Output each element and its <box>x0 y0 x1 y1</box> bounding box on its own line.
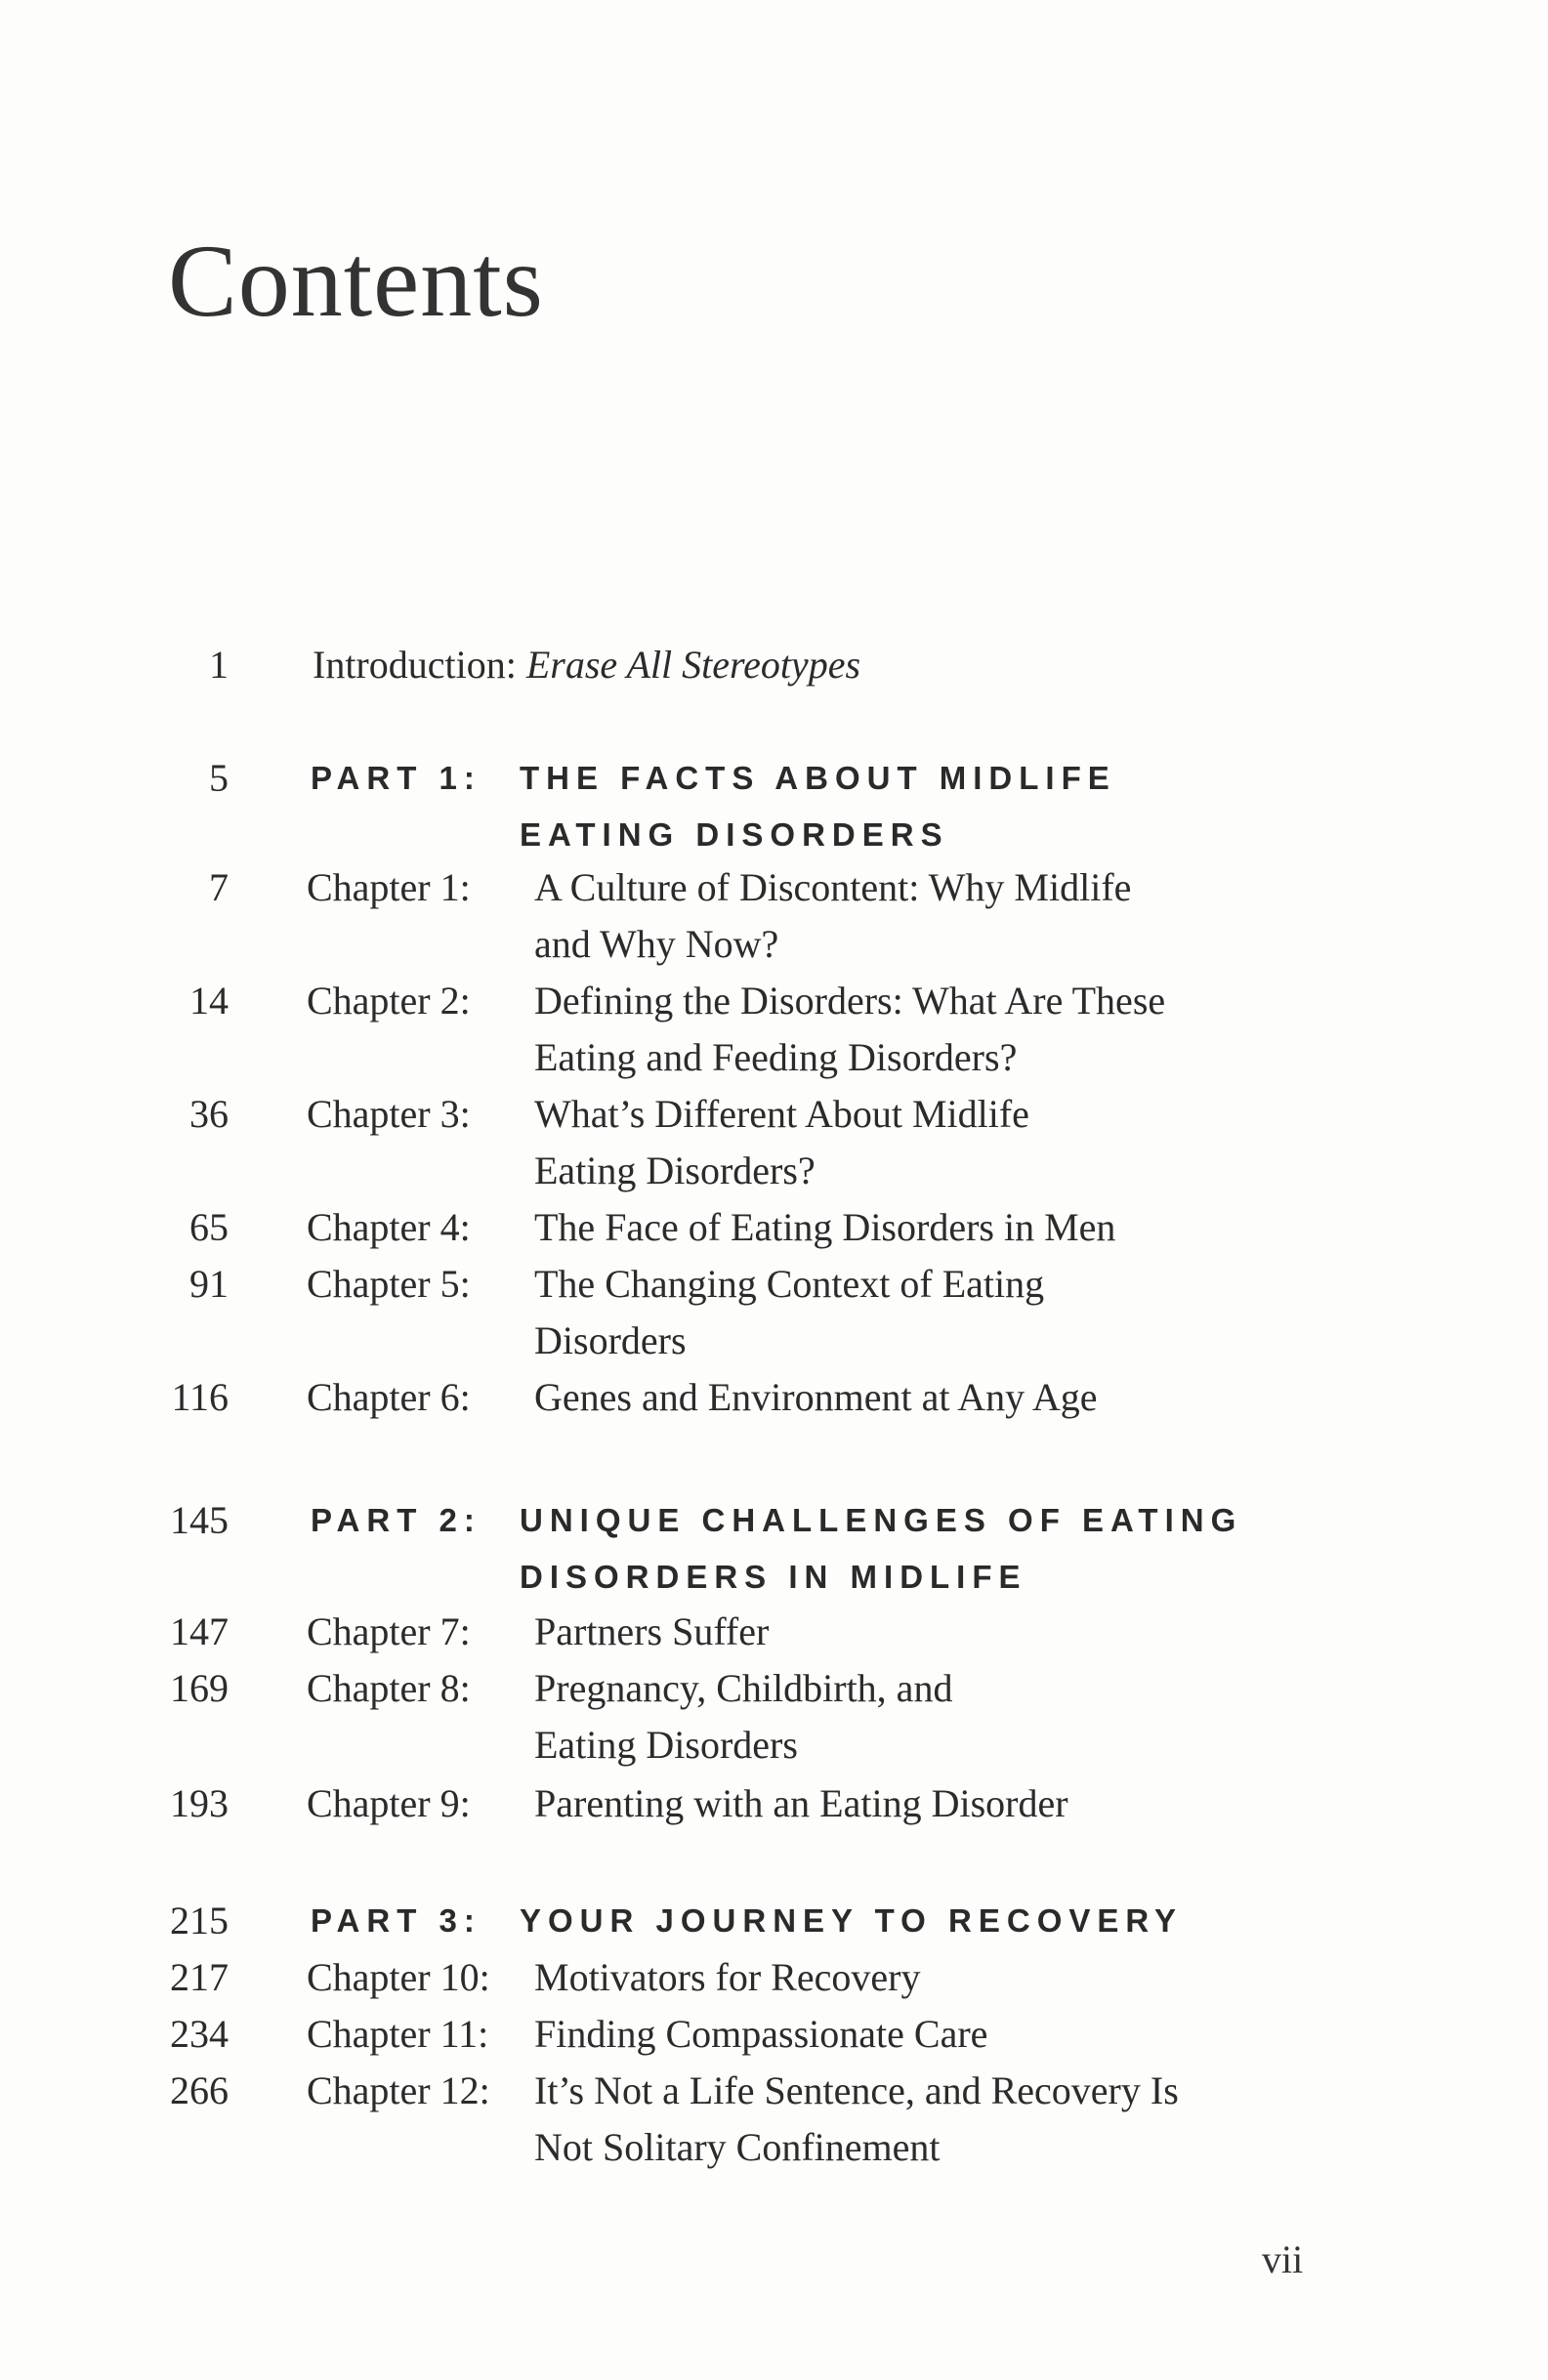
chapter-title-line: Defining the Disorders: What Are These <box>534 979 1166 1023</box>
part-title <box>520 750 1301 863</box>
page-title: Contents <box>168 224 544 338</box>
part-title-line: YOUR JOURNEY TO RECOVERY <box>520 1902 1184 1939</box>
toc-page-number: 1 <box>209 643 229 687</box>
chapter-title <box>534 1775 1316 1832</box>
chapter-title-line: What’s Different About Midlife <box>534 1092 1029 1136</box>
toc-page-number: 5 <box>209 756 229 800</box>
chapter-title-line: Disorders <box>534 1318 687 1362</box>
toc-page-number: 116 <box>171 1375 229 1419</box>
toc-entry-title <box>313 637 860 693</box>
chapter-label: Chapter 6: <box>307 1375 471 1419</box>
chapter-title-line: Eating Disorders? <box>534 1148 816 1192</box>
chapter-title-line: Partners Suffer <box>534 1609 770 1653</box>
toc-page-number: 65 <box>189 1205 229 1249</box>
chapter-title-line: Pregnancy, Childbirth, and <box>534 1666 953 1710</box>
chapter-label: Chapter 5: <box>307 1262 471 1306</box>
chapter-title <box>534 1660 1316 1774</box>
chapter-title <box>534 1199 1316 1256</box>
chapter-title <box>534 2006 1316 2063</box>
chapter-title-line: Genes and Environment at Any Age <box>534 1375 1098 1419</box>
toc-page-number: 217 <box>170 1955 229 1999</box>
part-label: PART 1: <box>311 760 481 796</box>
chapter-title-line: It’s Not a Life Sentence, and Recovery Is <box>534 2068 1179 2112</box>
part-title-line: EATING DISORDERS <box>520 816 949 853</box>
chapter-label: Chapter 2: <box>307 979 471 1023</box>
toc-page-number: 147 <box>170 1609 229 1653</box>
chapter-title-line: Parenting with an Eating Disorder <box>534 1781 1068 1825</box>
chapter-title-line: Motivators for Recovery <box>534 1955 921 1999</box>
chapter-label: Chapter 7: <box>307 1609 471 1653</box>
page-number: vii <box>1262 2237 1304 2281</box>
toc-page-number: 91 <box>189 1262 229 1306</box>
part-label: PART 2: <box>311 1502 481 1538</box>
chapter-title <box>534 1369 1316 1426</box>
chapter-title <box>534 2063 1316 2176</box>
part-title <box>520 1893 1301 1949</box>
toc-page-number: 215 <box>170 1899 229 1942</box>
toc-page-number: 145 <box>170 1498 229 1542</box>
toc-page-number: 14 <box>189 979 229 1023</box>
chapter-title <box>534 859 1316 973</box>
chapter-title-line: The Changing Context of Eating <box>534 1262 1045 1306</box>
part-title-line: DISORDERS IN MIDLIFE <box>520 1559 1027 1595</box>
part-label: PART 3: <box>311 1902 481 1939</box>
chapter-title <box>534 1086 1316 1199</box>
chapter-title-line: and Why Now? <box>534 922 779 966</box>
chapter-title-line: Eating Disorders <box>534 1723 798 1767</box>
chapter-title-line: The Face of Eating Disorders in Men <box>534 1205 1116 1249</box>
chapter-title <box>534 973 1316 1086</box>
part-title-line: UNIQUE CHALLENGES OF EATING <box>520 1502 1243 1538</box>
chapter-title-line: Eating and Feeding Disorders? <box>534 1035 1018 1079</box>
toc-page-number: 193 <box>170 1781 229 1825</box>
chapter-label: Chapter 10: <box>307 1955 490 1999</box>
chapter-label: Chapter 11: <box>307 2012 489 2056</box>
toc-page-number: 234 <box>170 2012 229 2056</box>
part-title <box>520 1492 1301 1606</box>
chapter-label: Chapter 9: <box>307 1781 471 1825</box>
chapter-title-line: Not Solitary Confinement <box>534 2125 941 2169</box>
chapter-label: Chapter 3: <box>307 1092 471 1136</box>
toc-page-number: 266 <box>170 2068 229 2112</box>
intro-label: Introduction: <box>313 643 526 687</box>
intro-subtitle: Erase All Stereotypes <box>525 643 861 687</box>
chapter-title <box>534 1949 1316 2006</box>
chapter-label: Chapter 12: <box>307 2068 490 2112</box>
toc-page-number: 7 <box>209 865 229 909</box>
chapter-label: Chapter 8: <box>307 1666 471 1710</box>
chapter-label: Chapter 1: <box>307 865 471 909</box>
toc-page-number: 169 <box>170 1666 229 1710</box>
part-title-line: THE FACTS ABOUT MIDLIFE <box>520 760 1116 796</box>
toc-page-number: 36 <box>189 1092 229 1136</box>
chapter-title <box>534 1256 1316 1369</box>
chapter-title-line: Finding Compassionate Care <box>534 2012 988 2056</box>
chapter-label: Chapter 4: <box>307 1205 471 1249</box>
chapter-title <box>534 1604 1316 1660</box>
chapter-title-line: A Culture of Discontent: Why Midlife <box>534 865 1132 909</box>
